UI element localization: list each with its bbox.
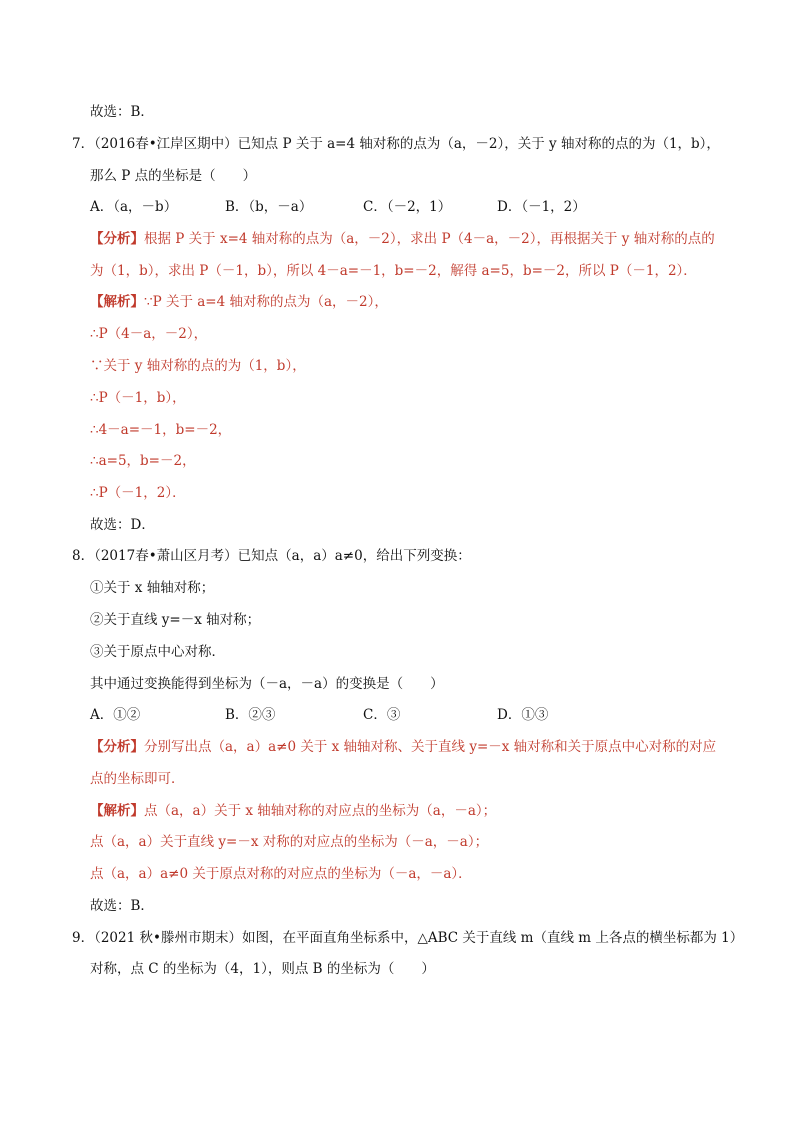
q8-analysis-tag: 【分析】: [90, 739, 144, 755]
q8-question: 其中通过变换能得到坐标为（－a，－a）的变换是（ ）: [90, 676, 444, 692]
q7-stem-line2: 那么 P 点的坐标是（ ）: [90, 168, 257, 184]
q7-analysis-tag: 【分析】: [90, 231, 144, 247]
q7-solution-line1: [90, 292, 388, 312]
q8-answer: 故选：B．: [90, 898, 154, 914]
q7-solution-line: ∴a=5，b=－2，: [90, 453, 196, 469]
q7-stem-line1: 7．（2016春•江岸区期中）已知点 P 关于 a=4 轴对称的点为（a，－2），关于 y 轴对称的点的为（1，b），: [72, 136, 720, 152]
q7-solution-line: ∵关于 y 轴对称的点的为（1，b），: [90, 358, 306, 374]
q7-option-d: D．（－1，2）: [497, 199, 586, 215]
q9-stem-line2: 对称，点 C 的坐标为（4，1），则点 B 的坐标为（ ）: [90, 961, 435, 977]
q7-solution-line: ∴P（－1，b），: [90, 390, 186, 406]
q7-solution-line: ∴P（4－a，－2），: [90, 326, 208, 342]
q8-solution-line1: [90, 801, 496, 821]
q7-option-c: C．（－2，1）: [363, 199, 452, 215]
q8-analysis-line1: [90, 737, 716, 757]
q8-stem: 8．（2017春•萧山区月考）已知点（a，a）a≠0，给出下列变换：: [72, 548, 471, 564]
q8-solution-tag: 【解析】: [90, 803, 144, 819]
q7-option-b: B．（b，－a）: [225, 199, 313, 215]
q8-item-3: ③关于原点中心对称．: [90, 644, 225, 660]
q7-solution-text1: ∵P 关于 a=4 轴对称的点为（a，－2），: [144, 294, 388, 310]
q8-solution-text1: 点（a，a）关于 x 轴轴对称的对应点的坐标为（a，－a）；: [144, 803, 497, 819]
q7-analysis-line2: 为（1，b），求出 P（－1，b），所以 4－a=－1，b=－2，解得 a=5，b=－2，所以 P（－1，2）．: [90, 263, 697, 279]
q8-option-d: D．①③: [497, 707, 549, 723]
q8-analysis-line2: 点的坐标即可．: [90, 771, 185, 787]
q7-solution-tag: 【解析】: [90, 294, 144, 310]
q7-solution-line: ∴4－a=－1，b=－2，: [90, 422, 232, 438]
q8-solution-line: 点（a，a）a≠0 关于原点对称的对应点的坐标为（－a，－a）．: [90, 866, 472, 882]
q7-answer: 故选：D．: [90, 517, 155, 533]
q8-option-a: A．①②: [90, 707, 141, 723]
q7-option-a: A．（a，－b）: [90, 199, 178, 215]
q9-stem-line1: 9．（2021 秋•滕州市期末）如图，在平面直角坐标系中，△ABC 关于直线 m（直线 m 上各点的横坐标都为 1）: [72, 930, 744, 946]
prev-answer: 故选：B．: [90, 104, 154, 120]
q8-solution-line: 点（a，a）关于直线 y=－x 对称的对应点的坐标为（－a，－a）；: [90, 834, 489, 850]
q7-analysis-line1: [90, 229, 715, 249]
q8-option-b: B．②③: [225, 707, 276, 723]
q8-item-1: ①关于 x 轴轴对称；: [90, 580, 215, 596]
q7-solution-line: ∴P（－1，2）．: [90, 485, 186, 501]
q8-item-2: ②关于直线 y=－x 轴对称；: [90, 612, 261, 628]
q7-analysis-text1: 根据 P 关于 x=4 轴对称的点为（a，－2），求出 P（4－a，－2），再根据关于 y 轴对称的点的: [144, 231, 715, 247]
q8-analysis-text1: 分别写出点（a，a）a≠0 关于 x 轴轴对称、关于直线 y=－x 轴对称和关于原点中心对称的对应: [144, 739, 717, 755]
q8-option-c: C．③: [363, 707, 401, 723]
